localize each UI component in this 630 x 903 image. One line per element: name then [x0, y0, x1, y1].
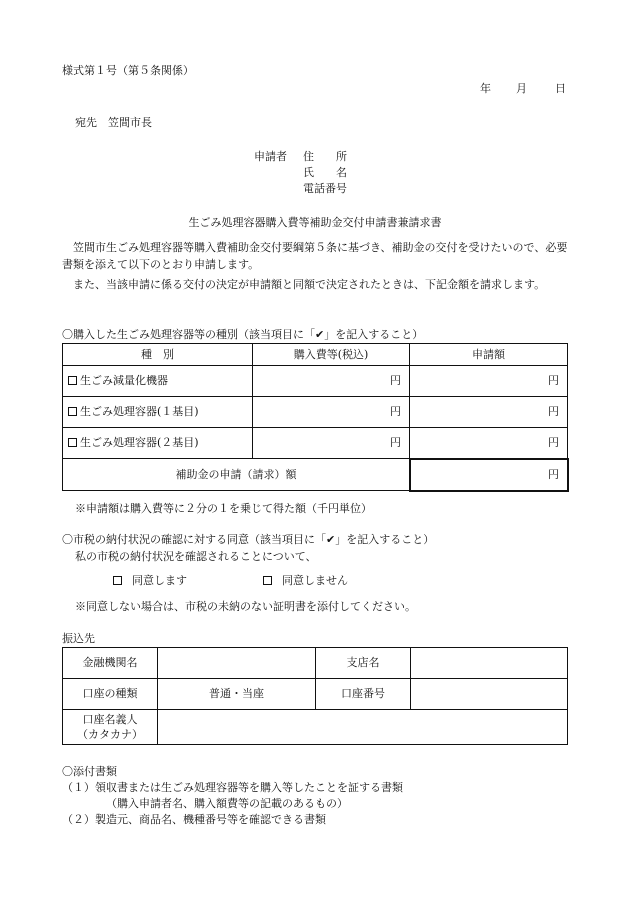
date-month-label: 月 — [516, 82, 527, 95]
table-row — [63, 366, 568, 397]
addressee: 宛先 笠間市長 — [75, 116, 152, 129]
account-number-label: 口座番号 — [316, 679, 411, 710]
checkbox[interactable] — [68, 438, 77, 447]
account-type-value[interactable]: 普通・当座 — [158, 679, 316, 710]
phone-label: 電話番号 — [303, 182, 347, 195]
body-paragraph-1: 笠間市生ごみ処理容器等購入費補助金交付要綱第５条に基づき、補助金の交付を受けたいので、必要書類を添えて以下のとおり申請します。 — [62, 241, 568, 271]
address-label: 住 所 — [303, 150, 347, 163]
account-number-input[interactable] — [411, 679, 568, 710]
document-title: 生ごみ処理容器購入費等補助金交付申請書兼請求書 — [188, 216, 442, 229]
consent-statement: 私の市税の納付状況を確認されることについて、 — [75, 550, 317, 563]
checkbox[interactable] — [68, 407, 77, 416]
consent-note: ※同意しない場合は、市税の未納のない証明書を添付してください。 — [75, 600, 416, 613]
type-label: 生ごみ処理容器(１基目) — [80, 405, 199, 419]
bank-heading: 振込先 — [62, 632, 95, 645]
holder-input[interactable] — [158, 710, 568, 745]
amount-cell[interactable]: 円 — [410, 428, 568, 459]
purchase-heading: 〇購入した生ごみ処理容器等の種別（該当項目に「✔」を記入すること） — [62, 328, 424, 341]
body-paragraph-2: また、当該申請に係る交付の決定が申請額と同額で決定されたときは、下記金額を請求します。 — [73, 278, 546, 291]
attachments-heading: 〇添付書類 — [62, 765, 117, 778]
consent-heading: 〇市税の納付状況の確認に対する同意（該当項目に「✔」を記入すること） — [62, 533, 435, 546]
table-row — [63, 397, 568, 428]
type-label: 生ごみ減量化機器 — [80, 374, 168, 388]
total-label: 補助金の申請（請求）額 — [63, 459, 410, 491]
table-row — [63, 428, 568, 459]
amount-cell[interactable]: 円 — [410, 366, 568, 397]
purchase-note: ※申請額は購入費等に２分の１を乗じて得た額（千円単位） — [75, 502, 372, 515]
agree-option[interactable] — [113, 574, 187, 588]
form-number: 様式第１号（第５条関係） — [62, 64, 194, 77]
agree-label: 同意します — [132, 574, 187, 587]
name-label: 氏 名 — [303, 166, 347, 179]
account-type-label: 口座の種類 — [63, 679, 158, 710]
cost-cell[interactable]: 円 — [253, 397, 410, 428]
purchase-table — [62, 343, 568, 491]
institution-input[interactable] — [158, 648, 316, 679]
applicant-label: 申請者 — [254, 150, 287, 163]
type-label: 生ごみ処理容器(２基目) — [80, 436, 199, 450]
type-cell[interactable] — [63, 397, 253, 428]
bank-table — [62, 647, 568, 745]
attachment-item-2: （２）製造元、商品名、機種番号等を確認できる書類 — [62, 813, 326, 826]
disagree-label: 同意しません — [282, 574, 348, 587]
column-header-cost: 購入費等(税込) — [253, 344, 410, 366]
disagree-checkbox[interactable] — [263, 576, 272, 585]
column-header-amount: 申請額 — [410, 344, 568, 366]
branch-input[interactable] — [411, 648, 568, 679]
cost-cell[interactable]: 円 — [253, 366, 410, 397]
column-header-type: 種 別 — [63, 344, 253, 366]
institution-label: 金融機関名 — [63, 648, 158, 679]
date-day-label: 日 — [555, 82, 566, 95]
disagree-option[interactable] — [263, 574, 348, 588]
total-amount-cell[interactable]: 円 — [410, 459, 568, 491]
amount-cell[interactable]: 円 — [410, 397, 568, 428]
total-row — [63, 459, 568, 491]
type-cell[interactable] — [63, 428, 253, 459]
cost-cell[interactable]: 円 — [253, 428, 410, 459]
agree-checkbox[interactable] — [113, 576, 122, 585]
date-year-label: 年 — [480, 82, 491, 95]
holder-label: 口座名義人 （カタカナ） — [63, 710, 158, 745]
branch-label: 支店名 — [316, 648, 411, 679]
attachment-item-1-sub: （購入申請者名、購入額費等の記載のあるもの） — [106, 797, 348, 810]
attachment-item-1: （１）領収書または生ごみ処理容器等を購入等したことを証する書類 — [62, 781, 403, 794]
type-cell[interactable] — [63, 366, 253, 397]
checkbox[interactable] — [68, 376, 77, 385]
